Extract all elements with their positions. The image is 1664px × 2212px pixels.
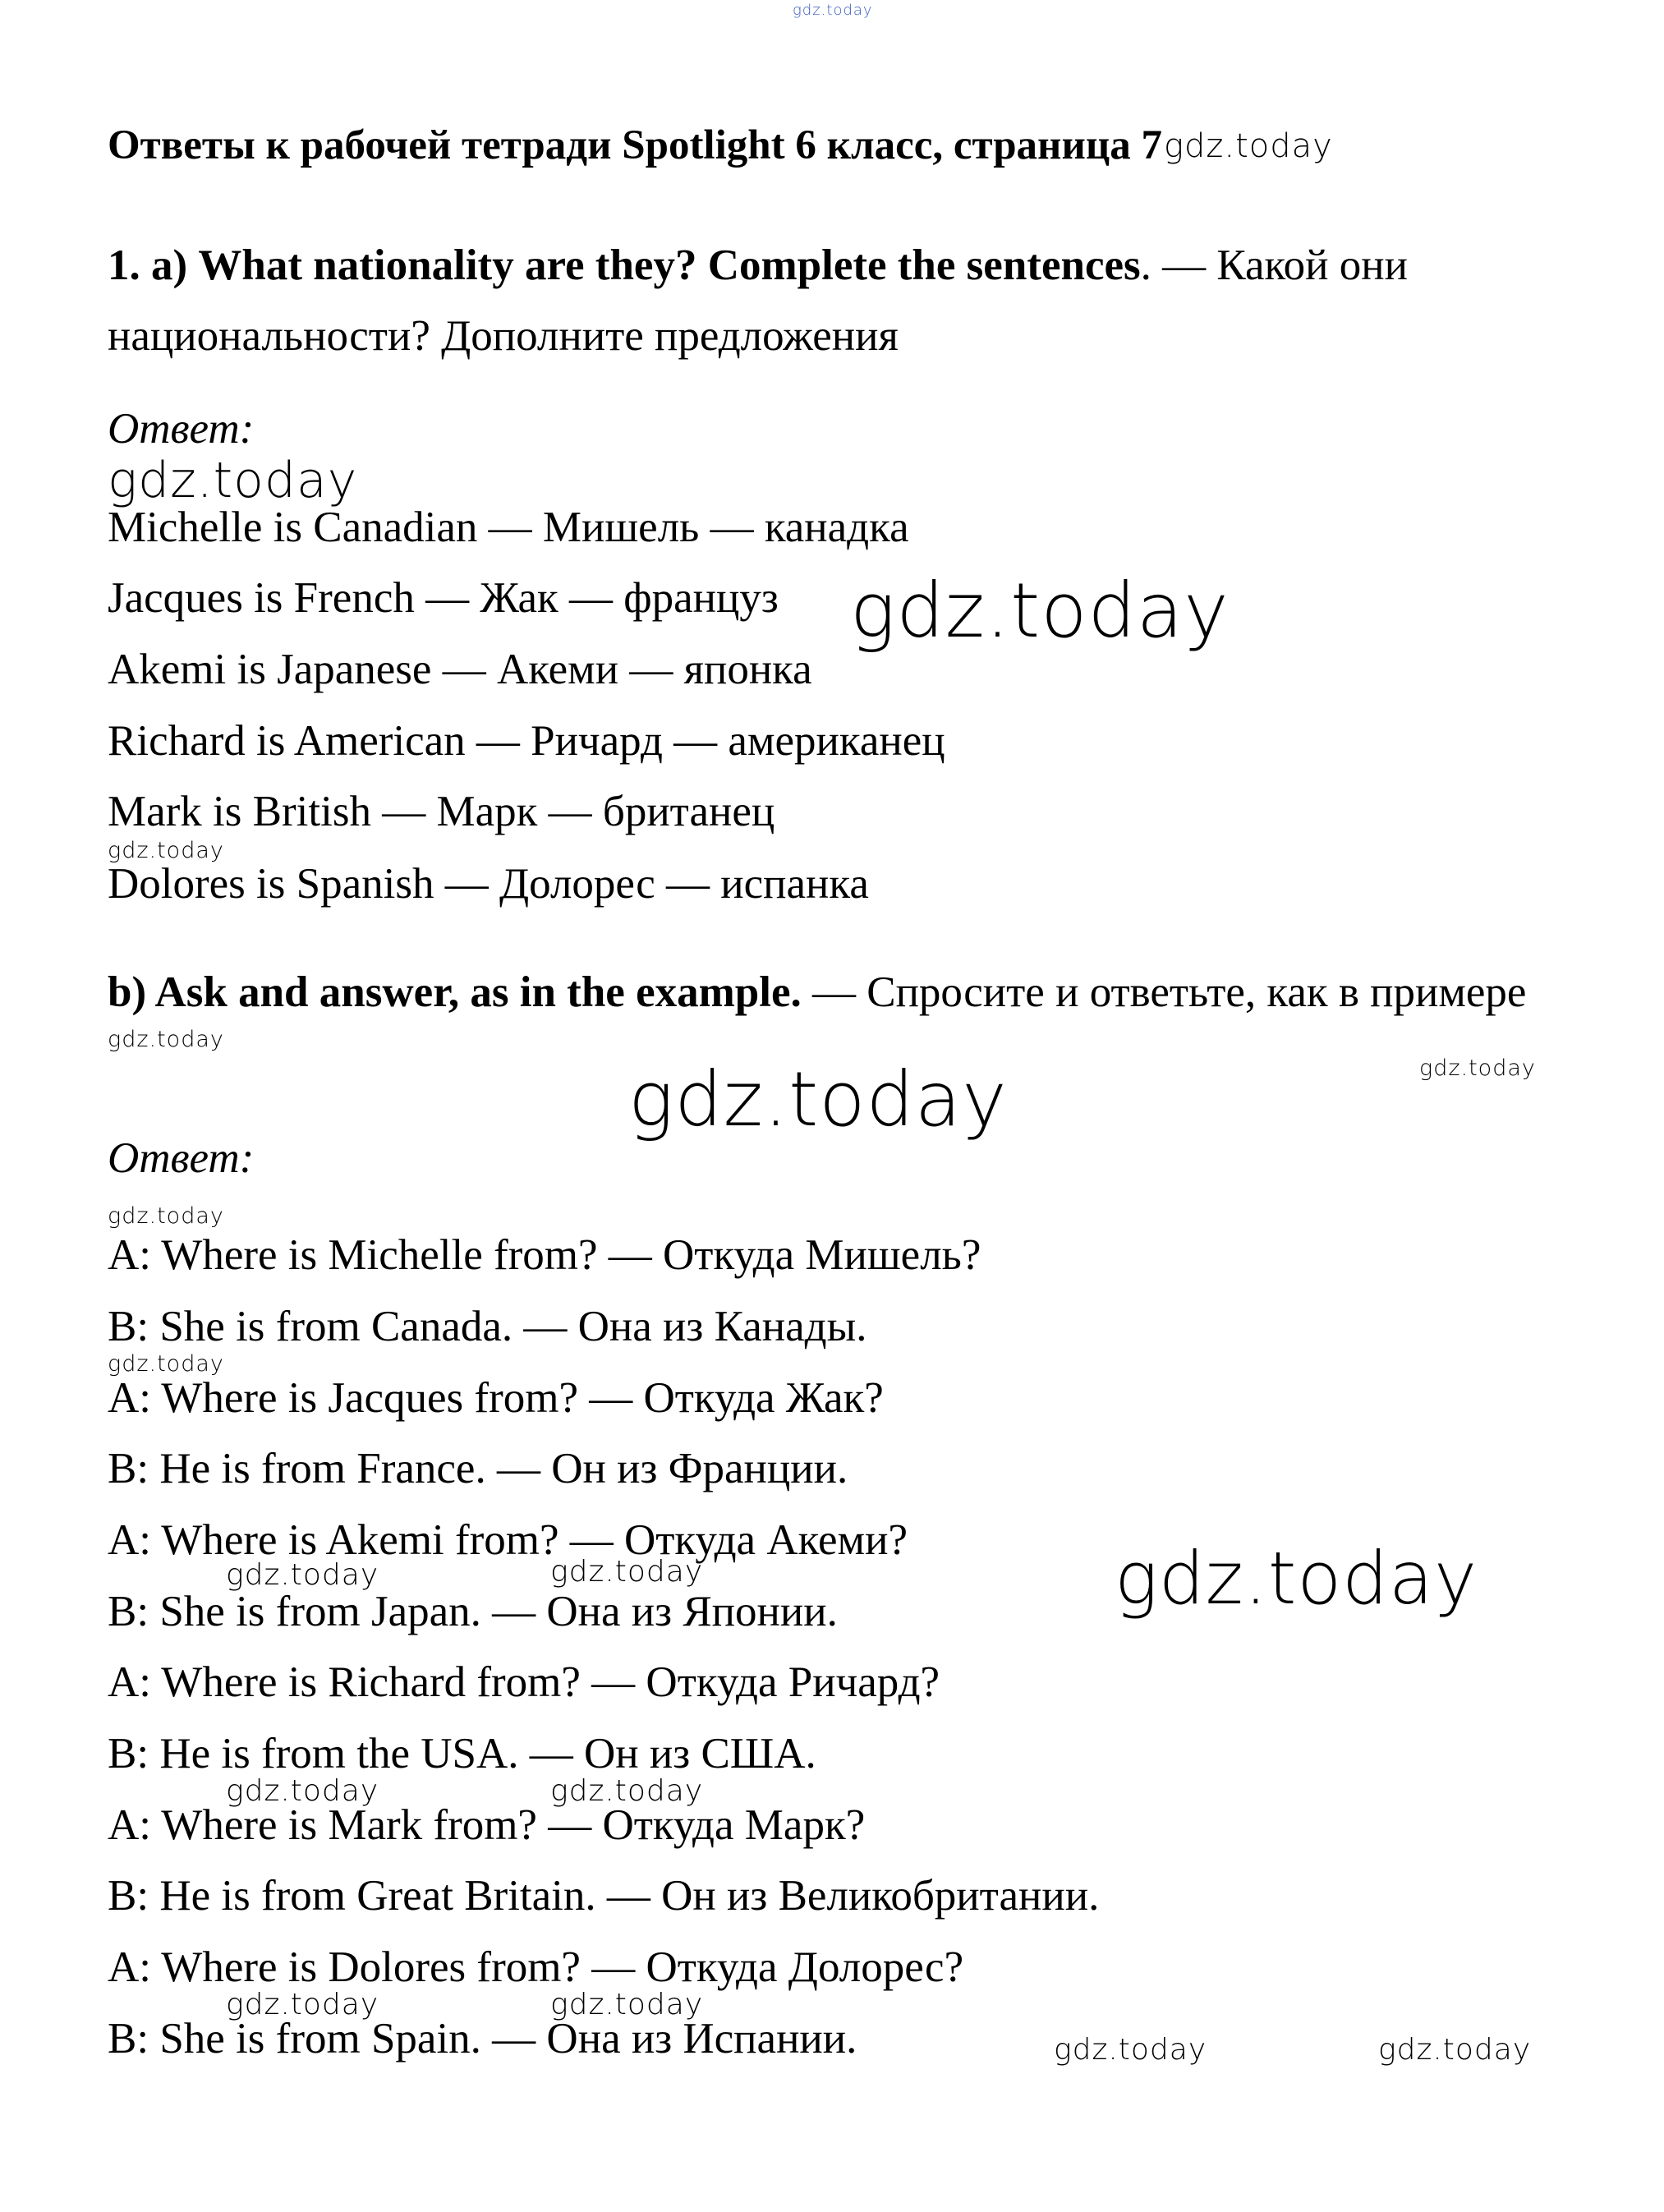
answer-b-line: B: He is from Great Britain. — Он из Великобритании. [108, 1872, 1100, 1920]
watermark: gdz.today [628, 1055, 1008, 1143]
task-b-heading [108, 957, 1553, 1028]
answer-a-line: Mark is British — Марк — британец [108, 788, 775, 835]
watermark: gdz.today [1115, 1536, 1478, 1621]
watermark: gdz.today [108, 838, 224, 863]
answer-label-b: Ответ: [108, 1134, 255, 1182]
page-title [108, 122, 1333, 169]
answer-a-line: Dolores is Spanish — Долорес — испанка [108, 860, 869, 908]
watermark: gdz.today [550, 1988, 704, 2021]
answer-b-line: A: Where is Mark from? — Откуда Марк? [108, 1801, 866, 1849]
watermark: gdz.today [108, 1027, 224, 1052]
answer-b-line: A: Where is Dolores from? — Откуда Долорес? [108, 1943, 964, 1991]
task-a-rest: . — Какой они национальности? Дополните предложения [108, 241, 1408, 360]
answer-a-line: Richard is American — Ричард — американец [108, 717, 945, 765]
task-b-bold: b) Ask and answer, as in the example. [108, 968, 802, 1016]
task-a-bold: 1. а) What nationality are they? Complete the sentences [108, 241, 1141, 289]
answer-b-line: B: She is from Japan. — Она из Японии. [108, 1588, 838, 1635]
watermark: gdz.today [550, 1774, 704, 1808]
task-a-heading [108, 230, 1553, 371]
answer-b-line: A: Where is Michelle from? — Откуда Мишель? [108, 1231, 981, 1279]
watermark: gdz.today [108, 1351, 224, 1377]
answer-b-line: A: Where is Akemi from? — Откуда Акеми? [108, 1516, 908, 1564]
answer-b-line: A: Where is Jacques from? — Откуда Жак? [108, 1374, 884, 1422]
watermark: gdz.today [108, 1203, 224, 1229]
watermark: gdz.today [550, 1555, 704, 1589]
answer-b-line: B: She is from Spain. — Она из Испании. [108, 2015, 857, 2063]
page-title-text: Ответы к рабочей тетради Spotlight 6 класс, страница 7 [108, 122, 1162, 168]
watermark: gdz.today [108, 452, 358, 509]
watermark: gdz.today [1378, 2033, 1532, 2067]
watermark: gdz.today [226, 1558, 379, 1592]
answer-label-a: Ответ: [108, 405, 255, 453]
answer-b-line: B: She is from Canada. — Она из Канады. [108, 1303, 867, 1350]
answer-a-line: Jacques is French — Жак — француз [108, 574, 779, 622]
watermark: gdz.today [1054, 2033, 1207, 2067]
watermark: gdz.today [850, 567, 1230, 655]
watermark: gdz.today [226, 1988, 379, 2021]
task-b-rest: — Спросите и ответьте, как в примере [801, 968, 1527, 1016]
answer-a-line: Michelle is Canadian — Мишель — канадка [108, 504, 909, 551]
answer-b-line: B: He is from the USA. — Он из США. [108, 1730, 816, 1777]
watermark: gdz.today [793, 2, 873, 19]
watermark: gdz.today [226, 1774, 379, 1808]
watermark: gdz.today [1419, 1055, 1536, 1081]
answer-b-line: A: Where is Richard from? — Откуда Ричард? [108, 1658, 940, 1706]
answer-a-line: Akemi is Japanese — Акеми — японка [108, 646, 812, 693]
watermark: gdz.today [1163, 127, 1333, 165]
answer-b-line: B: He is from France. — Он из Франции. [108, 1445, 848, 1492]
